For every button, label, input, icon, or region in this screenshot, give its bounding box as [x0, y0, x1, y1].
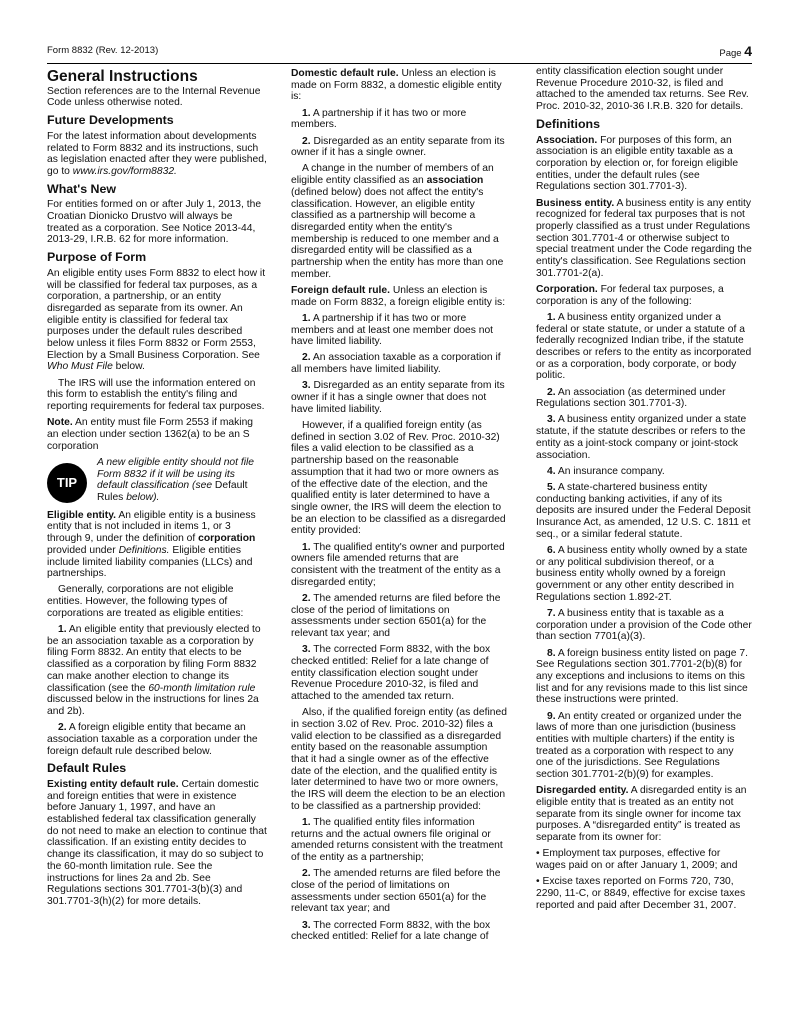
- page-indicator: [719, 43, 752, 59]
- foreign-item-3: 3. Disregarded as an entity separate from its owner if it has a single owner that does not have limited liability.: [291, 380, 505, 415]
- page-label: Page: [719, 48, 742, 59]
- general-instructions-title: General Instructions: [47, 68, 198, 85]
- column-3: [536, 68, 752, 916]
- corporation-definition: Corporation. For federal tax purposes, a corporation is any of the following:: [536, 283, 724, 307]
- foreign-default-paragraph: Foreign default rule. Unless an election is made on Form 8832, a foreign eligible entity is:: [291, 284, 506, 308]
- domestic-item-1: 1. A partnership if it has two or more members.: [291, 107, 467, 131]
- header-rule: [47, 63, 752, 64]
- eligible-item-1: 1. An eligible entity that previously elected to be an association taxable as a corporation by filing Form 8832. An entity that elects to be classified as a corporation by filing Form 8832 can make another election to change its classification (see the 60-month limitation rule discussed below in the instructions for lines 2a and 2b).: [47, 624, 261, 717]
- generally-paragraph: Generally, corporations are not eligible entities. However, the following types of corporations are treated as eligible entities:: [47, 584, 244, 619]
- domestic-default-paragraph: Domestic default rule. Unless an election is made on Form 8832, a domestic eligible entity is:: [291, 68, 502, 103]
- column-2: [291, 68, 507, 948]
- also-paragraph: Also, if the qualified foreign entity (as defined in section 3.02 of Rev. Proc. 2010-32) files a valid election to be classified as a disregarded entity based on the reasonable assumption that it had a single owner as of the effective date of the election, and the qualified entity is later determined to have two or more owners, the IRS will deem the election to be an election to be classified as a partnership provided:: [291, 707, 507, 812]
- foreign-item-2: 2. An association taxable as a corporation if all members have limited liability.: [291, 352, 501, 376]
- tip-text: A new eligible entity should not file Form 8832 if it will be using its default classification (see Default Rules below).: [97, 456, 255, 503]
- future-developments-paragraph: For the latest information about developments related to Form 8832 and its instructions, such as legislation enacted after they were published, go to www.irs.gov/form8832.: [47, 130, 267, 177]
- purpose-paragraph-2: The IRS will use the information entered on this form to establish the entity's filing and reporting requirements for federal tax purposes.: [47, 377, 265, 413]
- disregarded-entity-definition: Disregarded entity. A disregarded entity is an eligible entity that is treated as an entity not separate from its single owner for income tax purposes. A “disregarded entity” is treated as separate from its owner for:: [536, 785, 747, 844]
- column-1: [47, 68, 267, 912]
- corporation-item-1: 1. A business entity organized under a federal or state statute, or under a statute of a federally recognized Indian tribe, if the statute describes or refers to the entity as incorporated or as a corporation, body corporate, or body politic.: [536, 311, 752, 382]
- corporation-item-4: 4. An insurance company.: [547, 465, 665, 477]
- domestic-item-2: 2. Disregarded as an entity separate from its owner if it has a single owner.: [291, 135, 505, 159]
- purpose-paragraph-1: An eligible entity uses Form 8832 to elect how it will be classified for federal tax purposes, as a corporation, a partnership, or an entity disregarded as separate from its owner. An eligible entity is classified for federal tax purposes under the default rules described below unless it files Form 8832 or Form 2553, Election by a Small Business Corporation. See Who Must File below.: [47, 267, 266, 373]
- tip-box: [47, 457, 267, 504]
- existing-entity-paragraph: Existing entity default rule. Certain domestic and foreign entities that were in existence before January 1, 1997, and have an established federal tax classification generally do not need to make an election to continue that classification. If an existing entity decides to change its classification, it may do so subject to the 60-month limitation rule. See the instructions for lines 2a and 2b. See Regulations sections 301.7701-3(b)(3) and 301.7701-3(h)(2) for more details.: [47, 778, 267, 907]
- whats-new-paragraph: For entities formed on or after July 1, 2013, the Croatian Dionicko Drustvo will always be treated as a corporation. See Notice 2013-44, 2013-29, I.R.B. 62 for more information.: [47, 199, 262, 246]
- however-paragraph: However, if a qualified foreign entity (as defined in section 3.02 of Rev. Proc. 2010-32) files a valid election to be classified as a partnership based on the reasonable assumption that it had two or more owners as of the effective date of the election, and the qualified entity is later determined to have a single owner, the IRS will deem the election to be an election to be classified as a disregarded entity provided:: [291, 419, 506, 537]
- however-item-3: 3. The corrected Form 8832, with the box checked entitled: Relief for a late change of entity classification election sought under Revenue Procedure 2010-32, is filed and attached to the amended tax return.: [291, 644, 491, 702]
- corporation-item-2: 2. An association (as determined under Regulations section 301.7701-3).: [536, 386, 726, 410]
- eligible-entity-paragraph: Eligible entity. An eligible entity is a business entity that is not included in items 1, or 3 through 9, under the definition of corporation provided under Definitions. Eligible entities include limited liability companies (LLCs) and partnerships.: [47, 509, 256, 580]
- also-item-3: 3. The corrected Form 8832, with the box checked entitled: Relief for a late change of: [291, 919, 491, 943]
- purpose-of-form-heading: Purpose of Form: [47, 250, 147, 265]
- also-item-2: 2. The amended returns are filed before the close of the period of limitations on assessments under section 6501(a) for the relevant tax year; and: [291, 868, 501, 915]
- form-url-link[interactable]: www.irs.gov/form8832.: [72, 165, 177, 177]
- bullet-employment-tax: • Employment tax purposes, effective for wages paid on or after January 1, 2009; and: [536, 848, 738, 872]
- association-definition: Association. For purposes of this form, an association is an eligible entity taxable as a corporation by election or, for foreign eligible entities, under the default rules (see Regulations section 301.7701-3).: [536, 134, 739, 193]
- eligible-item-2: 2. A foreign eligible entity that became an association taxable as a corporation under the foreign default rule described below.: [47, 722, 258, 757]
- corporation-item-7: 7. A business entity that is taxable as a corporation under a provision of the Code other than section 7701(a)(3).: [536, 608, 752, 643]
- foreign-item-1: 1. A partnership if it has two or more members and at least one member does not have limited liability.: [291, 312, 494, 348]
- continued-paragraph: entity classification election sought under Revenue Procedure 2010-32, is filed and attached to the amended tax returns. See Rev. Proc. 2010-32, 2010-36 I.R.B. 320 for details.: [536, 66, 749, 113]
- corporation-item-3: 3. A business entity organized under a state statute, if the statute describes or refers to the entity as a joint-stock company or joint-stock association.: [536, 414, 747, 461]
- business-entity-definition: Business entity. A business entity is any entity recognized for federal tax purposes that is not properly classified as a trust under Regulations section 301.7701-4 or otherwise subject to special treatment under the Code regarding the entity's classification. See Regulations section 301.7701-2(a).: [536, 197, 752, 279]
- intro-paragraph: Section references are to the Internal Revenue Code unless otherwise noted.: [47, 85, 261, 109]
- form-identifier: Form 8832 (Rev. 12-2013): [47, 45, 159, 56]
- however-item-1: 1. The qualified entity's owner and purported owners file amended returns that are consistent with the treatment of the entity as a disregarded entity;: [291, 541, 505, 588]
- corporation-item-9: 9. An entity created or organized under the laws of more than one jurisdiction (business entities with multiple charters) if the entity is treated as a corporation with respect to any one of the jurisdictions. See Regulations section 301.7701-2(b)(9) for examples.: [536, 710, 742, 781]
- bullet-excise-taxes: • Excise taxes reported on Forms 720, 730, 2290, 11-C, or 8849, effective for excise taxes reported and paid after December 31, 2007.: [536, 876, 746, 911]
- definitions-heading: Definitions: [536, 116, 601, 131]
- page-number: 4: [744, 43, 752, 59]
- default-rules-heading: Default Rules: [47, 761, 127, 776]
- note-paragraph: Note. An entity must file Form 2553 if making an election under section 1362(a) to be an S corporation: [47, 417, 254, 452]
- whats-new-heading: What's New: [47, 181, 117, 196]
- tip-icon: TIP: [47, 463, 87, 503]
- corporation-item-5: 5. A state-chartered business entity conducting banking activities, if any of its deposits are insured under the Federal Deposit Insurance Act, as amended, 12 U.S. C. 1811 et seq., or a similar federal statute.: [536, 482, 751, 540]
- membership-change-paragraph: A change in the number of members of an eligible entity classified as an association (defined below) does not affect the entity's classification. However, an eligible entity classified as a partnership will become a disregarded entity when the entity's membership is reduced to one member and a disregarded entity will be classified as a partnership when the entity has more than one member.: [291, 163, 504, 280]
- also-item-1: 1. The qualified entity files information returns and the actual owners file original or amended returns consistent with the treatment of the entity as a partnership;: [291, 816, 503, 864]
- future-developments-heading: Future Developments: [47, 113, 174, 128]
- corporation-item-6: 6. A business entity wholly owned by a state or any political subdivision thereof, or a business entity wholly owned by a foreign government or any other entity described in Regulations section 1.892-2T.: [536, 545, 748, 603]
- corporation-item-8: 8. A foreign business entity listed on page 7. See Regulations section 301.7701-2(b)(8) for any exceptions and inclusions to items on this list and for any revisions made to this list since these instructions were printed.: [536, 647, 748, 706]
- however-item-2: 2. The amended returns are filed before the close of the period of limitations on assessments under section 6501(a) for the relevant tax year; and: [291, 592, 501, 639]
